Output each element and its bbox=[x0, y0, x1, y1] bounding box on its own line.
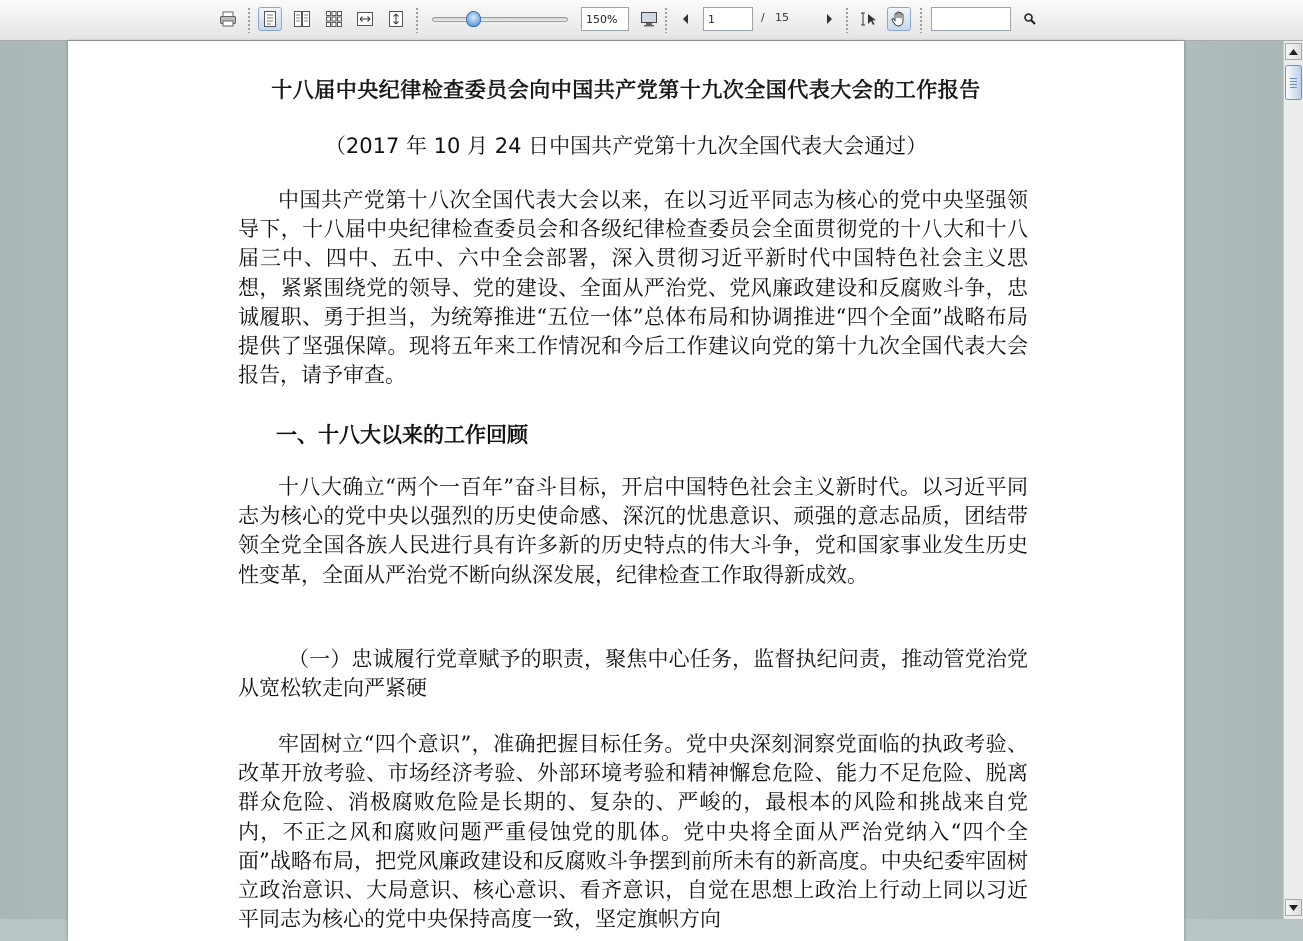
zoom-input[interactable] bbox=[581, 7, 629, 31]
section-paragraph: 十八大确立“两个一百年”奋斗目标，开启中国特色社会主义新时代。以习近平同志为核心的党中央以强烈的历史使命感、深沉的忧患意识、顽强的意志品质，团结带领全党全国各族人民进行具有许多新的历史特点的伟大斗争，党和国家事业发生历史性变革，全面从严治党不断向纵深发展，纪律检查工作取得新成效。 bbox=[238, 475, 1028, 587]
thumbnail-view-button[interactable] bbox=[322, 7, 346, 31]
two-page-icon bbox=[293, 10, 311, 28]
triangle-down-icon bbox=[1289, 905, 1298, 911]
two-page-view-button[interactable] bbox=[290, 7, 314, 31]
triangle-right-icon bbox=[823, 12, 835, 26]
document-viewer[interactable] bbox=[0, 41, 1283, 932]
scroll-down-button[interactable] bbox=[1285, 899, 1302, 916]
magnifier-icon bbox=[1023, 12, 1037, 26]
thumbnail-grid-icon bbox=[325, 10, 343, 28]
monitor-icon bbox=[640, 10, 658, 28]
zoom-slider[interactable] bbox=[432, 17, 568, 22]
page-separator: / bbox=[761, 11, 765, 24]
single-page-view-button[interactable] bbox=[258, 7, 282, 31]
search-button[interactable] bbox=[1018, 7, 1042, 31]
toolbar-separator bbox=[919, 7, 923, 33]
fit-height-button[interactable] bbox=[384, 7, 408, 31]
section-heading: 一、十八大以来的工作回顾 bbox=[276, 423, 528, 447]
page-number-input[interactable] bbox=[703, 7, 753, 31]
hand-icon bbox=[890, 10, 908, 28]
previous-page-button[interactable] bbox=[674, 7, 698, 31]
fullscreen-button[interactable] bbox=[637, 7, 661, 31]
subsection-paragraph: 牢固树立“四个意识”，准确把握目标任务。党中央深刻洞察党面临的执政考验、改革开放考验、市场经济考验、外部环境考验和精神懈怠危险、能力不足危险、脱离群众危险、消极腐败危险是长期的、复杂的、严峻的，最根本的风险和挑战来自党内，不正之风和腐败问题严重侵蚀党的肌体。党中央将全面从严治党纳入“四个全面”战略布局，把党风廉政建设和反腐败斗争摆到前所未有的新高度。中央纪委牢固树立政治意识、大局意识、核心意识、看齐意识，自觉在思想上政治上行动上同以习近平同志为核心的党中央保持高度一致，坚定旗帜方向 bbox=[238, 732, 1028, 932]
toolbar-separator bbox=[247, 7, 251, 33]
document-title: 十八届中央纪律检查委员会向中国共产党第十九次全国代表大会的工作报告 bbox=[271, 78, 981, 102]
hand-tool-button[interactable] bbox=[887, 7, 911, 31]
search-input[interactable] bbox=[931, 7, 1011, 31]
single-page-icon bbox=[262, 10, 278, 28]
scroll-up-button[interactable] bbox=[1285, 43, 1302, 60]
next-page-button[interactable] bbox=[817, 7, 841, 31]
pdf-page bbox=[68, 41, 1184, 941]
pdf-toolbar bbox=[0, 0, 1303, 41]
subsection-heading: （一）忠诚履行党章赋予的职责，聚焦中心任务，监督执纪问责，推动管党治党从宽松软走向严紧硬 bbox=[238, 647, 1028, 701]
print-button[interactable] bbox=[216, 7, 240, 31]
intro-paragraph: 中国共产党第十八次全国代表大会以来，在以习近平同志为核心的党中央坚强领导下，十八届中央纪律检查委员会和各级纪律检查委员会全面贯彻党的十八大和十八届三中、四中、五中、六中全会部署，深入贯彻习近平新时代中国特色社会主义思想，紧紧围绕党的领导、党的建设、全面从严治党、党风廉政建设和反腐败斗争，忠诚履职、勇于担当，为统筹推进“五位一体”总体布局和协调推进“四个全面”战略布局提供了坚强保障。现将五年来工作情况和今后工作建议向党的第十九次全国代表大会报告，请予审查。 bbox=[238, 188, 1028, 388]
zoom-slider-handle[interactable] bbox=[466, 11, 481, 27]
toolbar-separator bbox=[415, 7, 419, 33]
toolbar-separator bbox=[845, 7, 849, 33]
print-icon bbox=[219, 10, 237, 28]
text-select-tool-button[interactable] bbox=[855, 7, 879, 31]
fit-height-icon bbox=[387, 10, 405, 28]
text-select-icon bbox=[856, 10, 878, 28]
scroll-thumb[interactable] bbox=[1285, 65, 1302, 100]
vertical-scrollbar[interactable] bbox=[1283, 41, 1303, 919]
fit-width-icon bbox=[356, 10, 374, 28]
page-total: 15 bbox=[775, 11, 789, 24]
triangle-up-icon bbox=[1289, 49, 1298, 55]
triangle-left-icon bbox=[680, 12, 692, 26]
toolbar-separator bbox=[664, 7, 668, 33]
fit-width-button[interactable] bbox=[353, 7, 377, 31]
document-subtitle: （2017 年 10 月 24 日中国共产党第十九次全国代表大会通过） bbox=[324, 134, 928, 158]
